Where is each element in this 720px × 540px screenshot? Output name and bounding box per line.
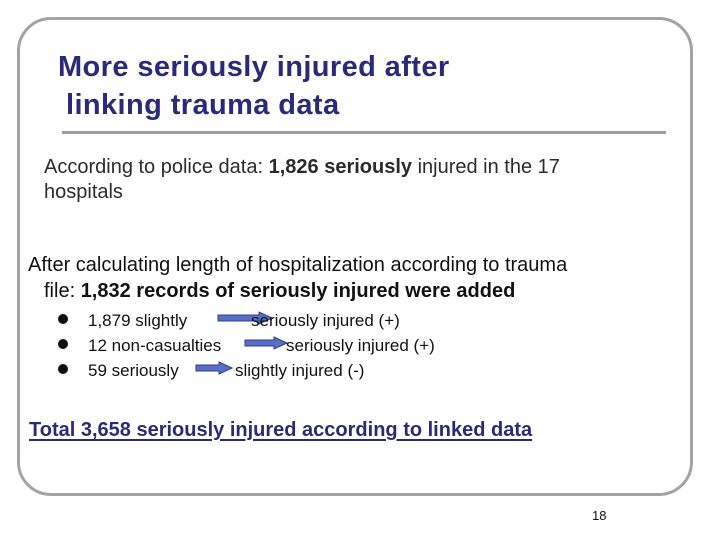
bullet-dot [58,364,68,374]
trauma-line-2-bold: 1,832 records of seriously injured were added [80,280,516,302]
bullet-from: 1,879 slightly [88,311,188,330]
total-summary: Total 3,658 seriously injured according to linked data [29,419,533,441]
bullet-dot [58,314,68,324]
bullet-to: seriously injured (+) [251,311,400,330]
title-divider [62,131,666,134]
police-line-2: hospitals [44,181,123,203]
bullet-from: 12 non-casualties [88,336,222,355]
page-number: 18 [592,508,607,523]
right-arrow-icon [195,361,233,373]
police-suffix: injured in the 17 [412,156,560,178]
bullet-dot [58,339,68,349]
title-line-1: More seriously injured after [58,51,450,83]
right-arrow-icon [244,336,288,348]
trauma-line-2 [28,278,515,304]
title-line-2: linking trauma data [66,89,340,121]
trauma-line-2-prefix: file: [44,280,81,302]
bullet-to: slightly injured (-) [235,361,365,380]
police-data-paragraph [44,155,684,205]
trauma-line-1: After calculating length of hospitalization according to trauma [28,254,568,276]
slide-title [58,48,450,124]
police-bold-count: 1,826 seriously [268,156,413,178]
trauma-paragraph [28,252,708,304]
bullet-from: 59 seriously [88,361,179,380]
bullet-to: seriously injured (+) [286,336,435,355]
police-prefix: According to police data: [44,156,269,178]
